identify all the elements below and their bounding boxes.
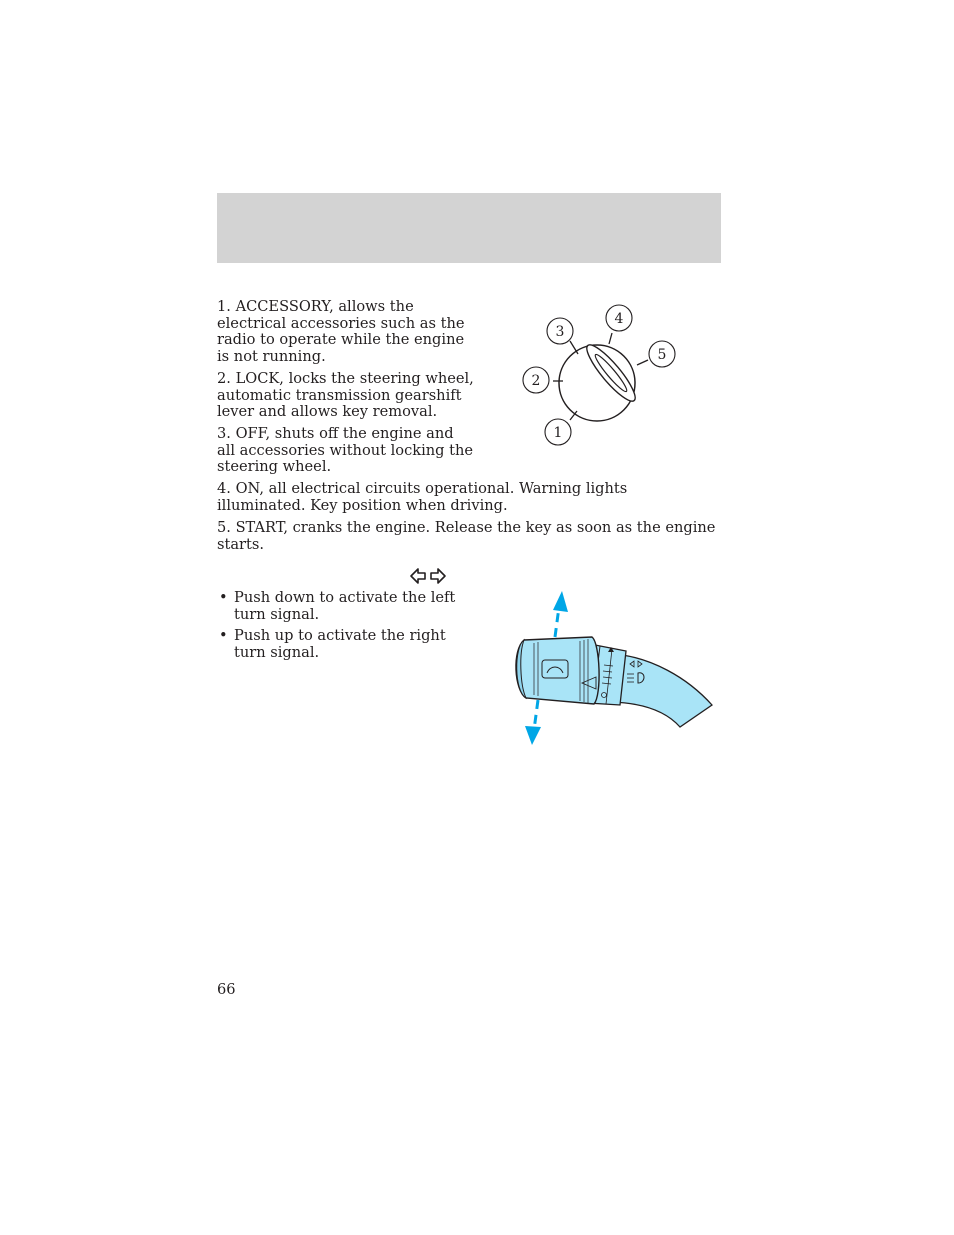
ignition-position-2: 2. LOCK, locks the steering wheel, automatic transmission gearshift lever and allows key removal.: [217, 370, 474, 421]
svg-text:3: 3: [555, 324, 565, 340]
ignition-position-1: 1. ACCESSORY, allows the electrical accessories such as the radio to operate while the engine is not running.: [217, 298, 465, 365]
callout-2: [523, 367, 549, 393]
list-item: • Push up to activate the right turn signal.: [219, 627, 446, 661]
ignition-position-3: 3. OFF, shuts off the engine and all accessories without locking the steering wheel.: [217, 425, 474, 476]
section-header-band: [217, 193, 721, 263]
svg-text:4: 4: [614, 311, 624, 327]
turn-signal-arrows-icon: [409, 566, 447, 586]
multifunction-lever-diagram: [500, 585, 720, 750]
svg-text:5: 5: [657, 347, 667, 363]
ignition-switch-diagram: [515, 298, 705, 453]
callout-3: [547, 318, 573, 344]
callout-5: [649, 341, 675, 367]
list-item: • Push down to activate the left turn signal.: [219, 589, 456, 623]
turn-signal-instructions: [217, 590, 477, 666]
down-arrow-icon: [525, 700, 541, 745]
callout-4: [606, 305, 632, 331]
svg-text:1: 1: [553, 425, 563, 441]
ignition-position-5: 5. START, cranks the engine. Release the key as soon as the engine starts.: [217, 519, 716, 553]
page-number: 66: [217, 981, 236, 998]
up-arrow-icon: [553, 591, 568, 637]
svg-text:2: 2: [531, 373, 541, 389]
ignition-position-4: 4. ON, all electrical circuits operational. Warning lights illuminated. Key position when driving.: [217, 480, 628, 514]
ignition-cylinder: [559, 340, 641, 421]
callout-1: [545, 419, 571, 445]
